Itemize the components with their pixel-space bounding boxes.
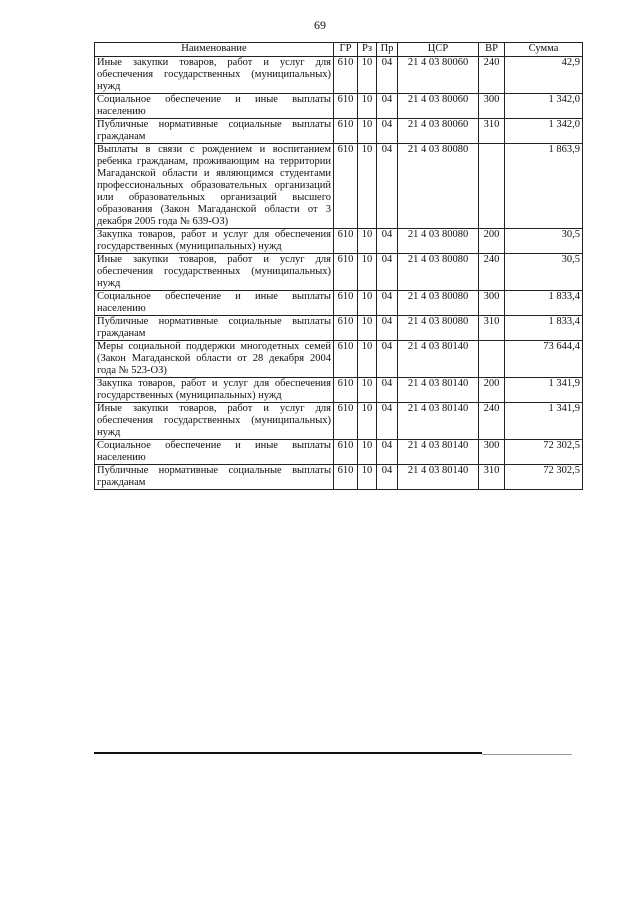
row-rz-cell: 10 bbox=[358, 403, 377, 440]
row-vr-cell: 200 bbox=[479, 378, 505, 403]
row-sum-cell: 42,9 bbox=[505, 57, 583, 94]
row-vr-cell bbox=[479, 144, 505, 229]
row-sum-cell: 73 644,4 bbox=[505, 341, 583, 378]
row-pr-cell: 04 bbox=[377, 229, 398, 254]
table-row bbox=[95, 94, 583, 119]
row-csr-cell: 21 4 03 80080 bbox=[398, 229, 479, 254]
row-pr-cell: 04 bbox=[377, 57, 398, 94]
row-csr-cell: 21 4 03 80140 bbox=[398, 440, 479, 465]
row-vr-cell: 240 bbox=[479, 57, 505, 94]
page-number: 69 bbox=[314, 18, 326, 32]
row-pr-cell: 04 bbox=[377, 94, 398, 119]
row-name-cell: Выплаты в связи с рождением и воспитанием ребенка гражданам, проживающим на территории Магаданской области и являющимся студентами профессиональных образовательных организаций или образовательных организаций высшего образования (Закон Магаданской области от 3 декабря 2005 года № 639-ОЗ) bbox=[95, 144, 334, 229]
row-csr-cell: 21 4 03 80080 bbox=[398, 254, 479, 291]
row-vr-cell: 310 bbox=[479, 119, 505, 144]
table-row bbox=[95, 291, 583, 316]
row-rz-cell: 10 bbox=[358, 465, 377, 490]
row-gr-cell: 610 bbox=[334, 316, 358, 341]
row-name-cell: Закупка товаров, работ и услуг для обеспечения государственных (муниципальных) нужд bbox=[95, 378, 334, 403]
table-row bbox=[95, 465, 583, 490]
header-csr: ЦСР bbox=[398, 43, 479, 57]
row-rz-cell: 10 bbox=[358, 229, 377, 254]
row-sum-cell: 1 342,0 bbox=[505, 94, 583, 119]
row-rz-cell: 10 bbox=[358, 440, 377, 465]
row-rz-cell: 10 bbox=[358, 144, 377, 229]
row-vr-cell: 200 bbox=[479, 229, 505, 254]
row-csr-cell: 21 4 03 80140 bbox=[398, 403, 479, 440]
row-vr-cell: 300 bbox=[479, 94, 505, 119]
header-pr: Пр bbox=[377, 43, 398, 57]
table-row bbox=[95, 57, 583, 94]
row-sum-cell: 1 341,9 bbox=[505, 378, 583, 403]
row-rz-cell: 10 bbox=[358, 94, 377, 119]
row-gr-cell: 610 bbox=[334, 119, 358, 144]
row-csr-cell: 21 4 03 80060 bbox=[398, 57, 479, 94]
row-rz-cell: 10 bbox=[358, 119, 377, 144]
row-name-cell: Публичные нормативные социальные выплаты гражданам bbox=[95, 316, 334, 341]
row-name-cell: Иные закупки товаров, работ и услуг для обеспечения государственных (муниципальных) нужд bbox=[95, 57, 334, 94]
table-row bbox=[95, 144, 583, 229]
row-gr-cell: 610 bbox=[334, 465, 358, 490]
row-rz-cell: 10 bbox=[358, 378, 377, 403]
row-sum-cell: 1 833,4 bbox=[505, 316, 583, 341]
row-name-cell: Социальное обеспечение и иные выплаты населению bbox=[95, 291, 334, 316]
row-rz-cell: 10 bbox=[358, 254, 377, 291]
row-gr-cell: 610 bbox=[334, 403, 358, 440]
row-csr-cell: 21 4 03 80080 bbox=[398, 291, 479, 316]
table-row bbox=[95, 341, 583, 378]
row-vr-cell: 300 bbox=[479, 440, 505, 465]
budget-table bbox=[94, 42, 583, 490]
header-row bbox=[95, 43, 583, 57]
row-csr-cell: 21 4 03 80060 bbox=[398, 94, 479, 119]
footer-rule bbox=[94, 752, 482, 754]
table-row bbox=[95, 229, 583, 254]
row-sum-cell: 30,5 bbox=[505, 254, 583, 291]
row-name-cell: Закупка товаров, работ и услуг для обеспечения государственных (муниципальных) нужд bbox=[95, 229, 334, 254]
table-row bbox=[95, 316, 583, 341]
row-gr-cell: 610 bbox=[334, 57, 358, 94]
row-pr-cell: 04 bbox=[377, 341, 398, 378]
row-pr-cell: 04 bbox=[377, 465, 398, 490]
row-sum-cell: 1 833,4 bbox=[505, 291, 583, 316]
row-vr-cell: 240 bbox=[479, 403, 505, 440]
row-name-cell: Социальное обеспечение и иные выплаты населению bbox=[95, 440, 334, 465]
table-row bbox=[95, 254, 583, 291]
row-rz-cell: 10 bbox=[358, 316, 377, 341]
table-row bbox=[95, 378, 583, 403]
row-sum-cell: 30,5 bbox=[505, 229, 583, 254]
table-row bbox=[95, 440, 583, 465]
row-vr-cell: 240 bbox=[479, 254, 505, 291]
row-vr-cell bbox=[479, 341, 505, 378]
table-body bbox=[95, 57, 583, 490]
row-gr-cell: 610 bbox=[334, 440, 358, 465]
row-sum-cell: 72 302,5 bbox=[505, 440, 583, 465]
row-csr-cell: 21 4 03 80080 bbox=[398, 144, 479, 229]
row-vr-cell: 310 bbox=[479, 316, 505, 341]
row-rz-cell: 10 bbox=[358, 341, 377, 378]
row-gr-cell: 610 bbox=[334, 94, 358, 119]
header-sum: Сумма bbox=[505, 43, 583, 57]
row-sum-cell: 1 342,0 bbox=[505, 119, 583, 144]
row-gr-cell: 610 bbox=[334, 291, 358, 316]
row-pr-cell: 04 bbox=[377, 403, 398, 440]
row-pr-cell: 04 bbox=[377, 291, 398, 316]
row-gr-cell: 610 bbox=[334, 254, 358, 291]
row-gr-cell: 610 bbox=[334, 144, 358, 229]
table-row bbox=[95, 119, 583, 144]
row-gr-cell: 610 bbox=[334, 229, 358, 254]
row-csr-cell: 21 4 03 80060 bbox=[398, 119, 479, 144]
row-sum-cell: 1 863,9 bbox=[505, 144, 583, 229]
row-name-cell: Публичные нормативные социальные выплаты гражданам bbox=[95, 119, 334, 144]
row-pr-cell: 04 bbox=[377, 316, 398, 341]
row-csr-cell: 21 4 03 80140 bbox=[398, 341, 479, 378]
row-csr-cell: 21 4 03 80140 bbox=[398, 465, 479, 490]
row-pr-cell: 04 bbox=[377, 378, 398, 403]
row-csr-cell: 21 4 03 80140 bbox=[398, 378, 479, 403]
table-row bbox=[95, 403, 583, 440]
header-gr: ГР bbox=[334, 43, 358, 57]
row-gr-cell: 610 bbox=[334, 341, 358, 378]
row-gr-cell: 610 bbox=[334, 378, 358, 403]
row-name-cell: Меры социальной поддержки многодетных семей (Закон Магаданской области от 28 декабря 2004 года № 523-ОЗ) bbox=[95, 341, 334, 378]
row-pr-cell: 04 bbox=[377, 254, 398, 291]
row-pr-cell: 04 bbox=[377, 440, 398, 465]
row-csr-cell: 21 4 03 80080 bbox=[398, 316, 479, 341]
row-name-cell: Публичные нормативные социальные выплаты гражданам bbox=[95, 465, 334, 490]
header-name: Наименование bbox=[95, 43, 334, 57]
row-vr-cell: 310 bbox=[479, 465, 505, 490]
header-vr: ВР bbox=[479, 43, 505, 57]
row-pr-cell: 04 bbox=[377, 119, 398, 144]
row-name-cell: Иные закупки товаров, работ и услуг для обеспечения государственных (муниципальных) нужд bbox=[95, 403, 334, 440]
row-rz-cell: 10 bbox=[358, 291, 377, 316]
row-sum-cell: 1 341,9 bbox=[505, 403, 583, 440]
row-rz-cell: 10 bbox=[358, 57, 377, 94]
row-sum-cell: 72 302,5 bbox=[505, 465, 583, 490]
row-vr-cell: 300 bbox=[479, 291, 505, 316]
row-pr-cell: 04 bbox=[377, 144, 398, 229]
row-name-cell: Социальное обеспечение и иные выплаты населению bbox=[95, 94, 334, 119]
header-rz: Рз bbox=[358, 43, 377, 57]
row-name-cell: Иные закупки товаров, работ и услуг для обеспечения государственных (муниципальных) нужд bbox=[95, 254, 334, 291]
